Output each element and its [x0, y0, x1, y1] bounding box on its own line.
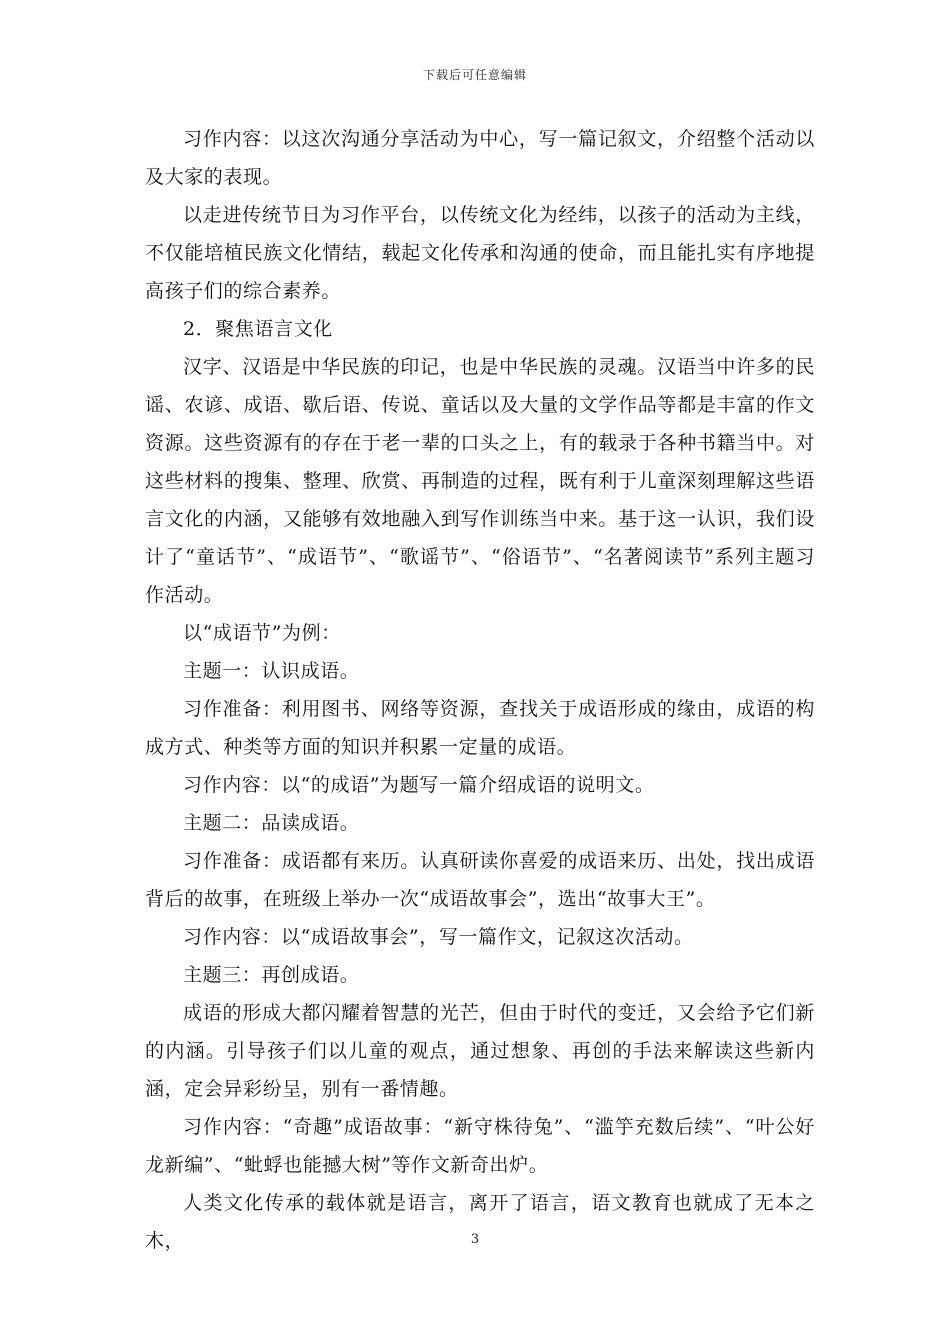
paragraph: 习作内容：“奇趣”成语故事：“新守株待兔”、“滥竽充数后续”、“叶公好龙新编”、“蚍蜉也能撼大树”等作文新奇出炉。	[145, 1116, 815, 1176]
paragraph: 以“成语节”为例：	[183, 622, 341, 644]
theme-heading: 主题一：认识成语。	[183, 660, 360, 682]
paragraph: 习作准备：利用图书、网络等资源，查找关于成语形成的缘由，成语的构成方式、种类等方面的知识并积累一定量的成语。	[145, 698, 815, 758]
document-body	[145, 120, 815, 1260]
paragraph: 人类文化传承的载体就是语言，离开了语言，语文教育也就成了无本之木，	[145, 1192, 815, 1252]
paragraph: 汉字、汉语是中华民族的印记，也是中华民族的灵魂。汉语当中许多的民谣、农谚、成语、歇后语、传说、童话以及大量的文学作品等都是丰富的作文资源。这些资源有的存在于老一辈的口头之上，有的载录于各种书籍当中。对这些材料的搜集、整理、欣赏、再制造的过程，既有利于儿童深刻理解这些语言文化的内涵，又能够有效地融入到写作训练当中来。基于这一认识，我们设计了“童话节”、“成语节”、“歌谣节”、“俗语节”、“名著阅读节”系列主题习作活动。	[145, 356, 815, 606]
paragraph: 习作内容：以“成语故事会”，写一篇作文，记叙这次活动。	[183, 926, 694, 948]
paragraph: 成语的形成大都闪耀着智慧的光芒，但由于时代的变迁，又会给予它们新的内涵。引导孩子们以儿童的观点，通过想象、再创的手法来解读这些新内涵，定会异彩纷呈，别有一番情趣。	[145, 1002, 815, 1100]
theme-heading: 主题三：再创成语。	[183, 964, 360, 986]
paragraph: 习作内容：以“的成语”为题写一篇介绍成语的说明文。	[183, 774, 655, 796]
page-number: 3	[470, 1232, 480, 1247]
theme-heading: 主题二：品读成语。	[183, 812, 360, 834]
section-heading: 2．聚焦语言文化	[183, 318, 333, 340]
paragraph: 以走进传统节日为习作平台，以传统文化为经纬，以孩子的活动为主线，不仅能培植民族文化情结，载起文化传承和沟通的使命，而且能扎实有序地提高孩子们的综合素养。	[145, 204, 815, 302]
paragraph: 习作内容：以这次沟通分享活动为中心，写一篇记叙文，介绍整个活动以及大家的表现。	[145, 128, 815, 188]
page-header-note: 下载后可任意编辑	[422, 68, 527, 82]
paragraph: 习作准备：成语都有来历。认真研读你喜爱的成语来历、出处，找出成语背后的故事，在班级上举办一次“成语故事会”，选出“故事大王”。	[145, 850, 815, 910]
